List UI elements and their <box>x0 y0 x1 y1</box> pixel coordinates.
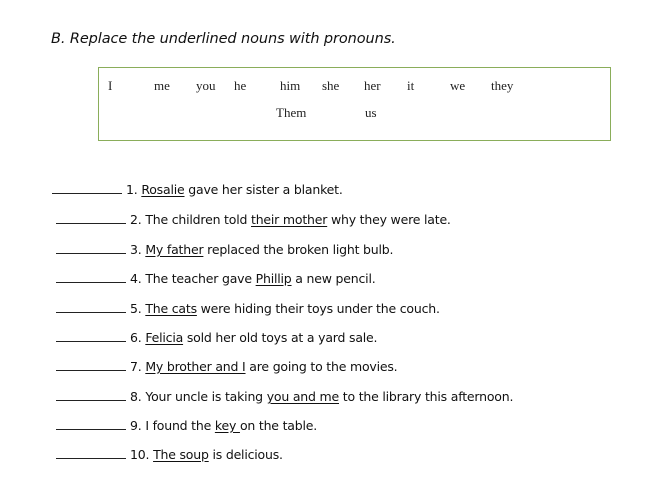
item-text: a new pencil. <box>291 271 376 286</box>
exercise-item <box>56 358 397 374</box>
item-text: The teacher gave <box>145 271 256 286</box>
exercise-item <box>56 270 376 286</box>
item-number: 4. <box>130 271 142 286</box>
underlined-noun: key <box>214 418 240 433</box>
underlined-noun: The cats <box>145 301 197 316</box>
answer-blank[interactable] <box>56 388 126 401</box>
underlined-noun: Rosalie <box>141 182 185 197</box>
exercise-item <box>56 211 451 227</box>
word-bank-word: we <box>450 78 466 93</box>
exercise-item <box>56 388 513 404</box>
answer-blank[interactable] <box>56 241 126 254</box>
answer-blank[interactable] <box>56 300 126 313</box>
exercise-item <box>56 417 317 433</box>
answer-blank[interactable] <box>56 329 126 342</box>
item-number: 6. <box>130 330 142 345</box>
item-number: 5. <box>130 301 142 316</box>
section-title: B. Replace the underlined nouns with pronouns. <box>51 31 396 47</box>
item-text: to the library this afternoon. <box>339 389 514 404</box>
item-number: 2. <box>130 212 142 227</box>
answer-blank[interactable] <box>56 211 126 224</box>
word-bank-word: her <box>364 78 381 93</box>
word-bank-word: they <box>491 78 514 93</box>
item-text: gave her sister a blanket. <box>184 182 343 197</box>
answer-blank[interactable] <box>56 270 126 283</box>
item-text: is delicious. <box>208 447 283 462</box>
underlined-noun: you and me <box>266 389 339 404</box>
word-bank-word: Them <box>276 105 307 120</box>
exercise-item <box>56 329 377 345</box>
word-bank-word: us <box>365 105 377 120</box>
answer-blank[interactable] <box>56 446 126 459</box>
underlined-noun: Felicia <box>145 330 184 345</box>
item-number: 3. <box>130 242 142 257</box>
underlined-noun: Phillip <box>255 271 292 286</box>
underlined-noun: their mother <box>251 212 328 227</box>
exercise-item <box>52 181 343 197</box>
item-number: 10. <box>130 447 150 462</box>
underlined-noun: My father <box>145 242 204 257</box>
item-text: sold her old toys at a yard sale. <box>183 330 378 345</box>
word-bank-word: me <box>154 78 170 93</box>
word-bank-word: him <box>280 78 301 93</box>
item-text: Your uncle is taking <box>145 389 267 404</box>
underlined-noun: The soup <box>153 447 209 462</box>
word-bank-word: she <box>322 78 340 93</box>
answer-blank[interactable] <box>56 417 126 430</box>
item-number: 9. <box>130 418 142 433</box>
item-text: why they were late. <box>327 212 451 227</box>
underlined-noun: My brother and I <box>145 359 246 374</box>
word-bank-word: I <box>108 78 113 93</box>
exercise-item <box>56 446 283 462</box>
exercise-item <box>56 300 440 316</box>
item-number: 8. <box>130 389 142 404</box>
exercise-item <box>56 241 393 257</box>
item-text: replaced the broken light bulb. <box>203 242 394 257</box>
word-bank-word: you <box>196 78 216 93</box>
item-text: I found the <box>145 418 215 433</box>
word-bank-box <box>98 67 611 141</box>
item-text: were hiding their toys under the couch. <box>196 301 440 316</box>
answer-blank[interactable] <box>56 358 126 371</box>
item-text: on the table. <box>239 418 318 433</box>
item-number: 7. <box>130 359 142 374</box>
word-bank-word: it <box>407 78 415 93</box>
item-number: 1. <box>126 182 138 197</box>
word-bank-word: he <box>234 78 247 93</box>
item-text: are going to the movies. <box>245 359 398 374</box>
item-text: The children told <box>145 212 251 227</box>
answer-blank[interactable] <box>52 181 122 194</box>
